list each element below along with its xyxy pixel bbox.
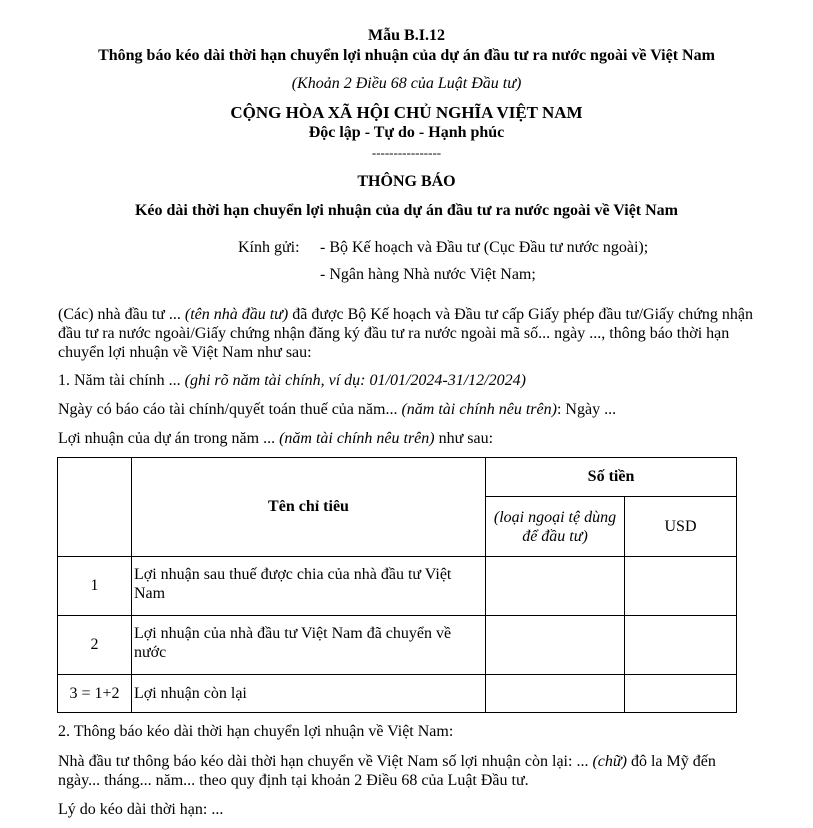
legal-basis: (Khoản 2 Điều 68 của Luật Đầu tư) [291, 75, 522, 92]
report-date-text: : Ngày ... [556, 401, 617, 418]
profit-text: như sau: [434, 430, 494, 447]
table-header-usd: USD [625, 497, 737, 557]
report-date-line [58, 401, 616, 419]
extension-text: Nhà đầu tư thông báo kéo dài thời hạn chuyển về Việt Nam số lợi nhuận còn lại: ... [58, 753, 593, 770]
row-currency-cell [486, 557, 625, 616]
extension-reason: Lý do kéo dài thời hạn: ... [58, 801, 224, 818]
row-label: Lợi nhuận sau thuế được chia của nhà đầu tư Việt Nam [132, 557, 486, 616]
row-currency-cell [486, 616, 625, 675]
table-header-amount: Số tiền [486, 458, 737, 497]
table-row [58, 675, 737, 713]
nation-name: CỘNG HÒA XÃ HỘI CHỦ NGHĨA VIỆT NAM [230, 103, 583, 122]
recipient-item: - Ngân hàng Nhà nước Việt Nam; [320, 266, 536, 283]
form-title: Thông báo kéo dài thời hạn chuyển lợi nhuận của dự án đầu tư ra nước ngoài về Việt Nam [98, 47, 715, 64]
notice-subtitle: Kéo dài thời hạn chuyển lợi nhuận của dự án đầu tư ra nước ngoài về Việt Nam [134, 202, 679, 219]
intro-text: đã được Bộ Kế hoạch và Đầu tư cấp Giấy phép đầu tư/Giấy chứng nhận đầu tư ra nước ngoài/Giấy chứng nhận đăng ký đầu tư ra nước ngoài mã số... ngày ..., thông báo thời hạn chuyển lợi nhuận về Việt Nam như sau: [58, 306, 754, 361]
row-currency-cell [486, 675, 625, 713]
row-number: 3 = 1+2 [58, 675, 132, 713]
profit-year-hint: (năm tài chính nêu trên) [279, 430, 435, 447]
investor-name-hint: (tên nhà đầu tư) [184, 306, 289, 323]
row-usd-cell [625, 675, 737, 713]
table-header-currency: (loại ngoại tệ dùng để đầu tư) [486, 497, 625, 557]
table-header-no [58, 458, 132, 557]
row-usd-cell [625, 557, 737, 616]
intro-text: (Các) nhà đầu tư ... [58, 306, 185, 323]
amount-in-words-hint: (chữ) [592, 753, 627, 770]
recipient-item: - Bộ Kế hoạch và Đầu tư (Cục Đầu tư nước ngoài); [320, 239, 649, 256]
report-year-hint: (năm tài chính nêu trên) [401, 401, 557, 418]
extension-text: đô la Mỹ đến ngày... tháng... năm... theo quy định tại khoản 2 Điều 68 của Luật Đầu tư. [58, 753, 716, 789]
table-row [58, 616, 737, 675]
fiscal-year-hint: (ghi rõ năm tài chính, ví dụ: 01/01/2024-31/12/2024) [184, 372, 526, 389]
extension-paragraph [58, 752, 758, 790]
profit-line [58, 430, 493, 448]
profit-table [57, 457, 737, 713]
section-1 [58, 372, 526, 390]
row-number: 1 [58, 557, 132, 616]
profit-text: Lợi nhuận của dự án trong năm ... [58, 430, 280, 447]
notice-title: THÔNG BÁO [357, 173, 456, 190]
section-1-text: 1. Năm tài chính ... [58, 372, 185, 389]
table-row [58, 557, 737, 616]
report-date-text: Ngày có báo cáo tài chính/quyết toán thuế của năm... [58, 401, 402, 418]
table-header-indicator: Tên chỉ tiêu [132, 458, 486, 557]
row-label: Lợi nhuận còn lại [132, 675, 486, 713]
recipients-label: Kính gửi: [238, 239, 300, 256]
section-2: 2. Thông báo kéo dài thời hạn chuyển lợi nhuận về Việt Nam: [58, 723, 454, 740]
form-code: Mẫu B.I.12 [368, 27, 445, 44]
row-label: Lợi nhuận của nhà đầu tư Việt Nam đã chuyển về nước [132, 616, 486, 675]
national-motto: Độc lập - Tự do - Hạnh phúc [308, 124, 505, 141]
header-separator: ---------------- [371, 145, 442, 160]
intro-paragraph [58, 305, 758, 362]
row-number: 2 [58, 616, 132, 675]
row-usd-cell [625, 616, 737, 675]
